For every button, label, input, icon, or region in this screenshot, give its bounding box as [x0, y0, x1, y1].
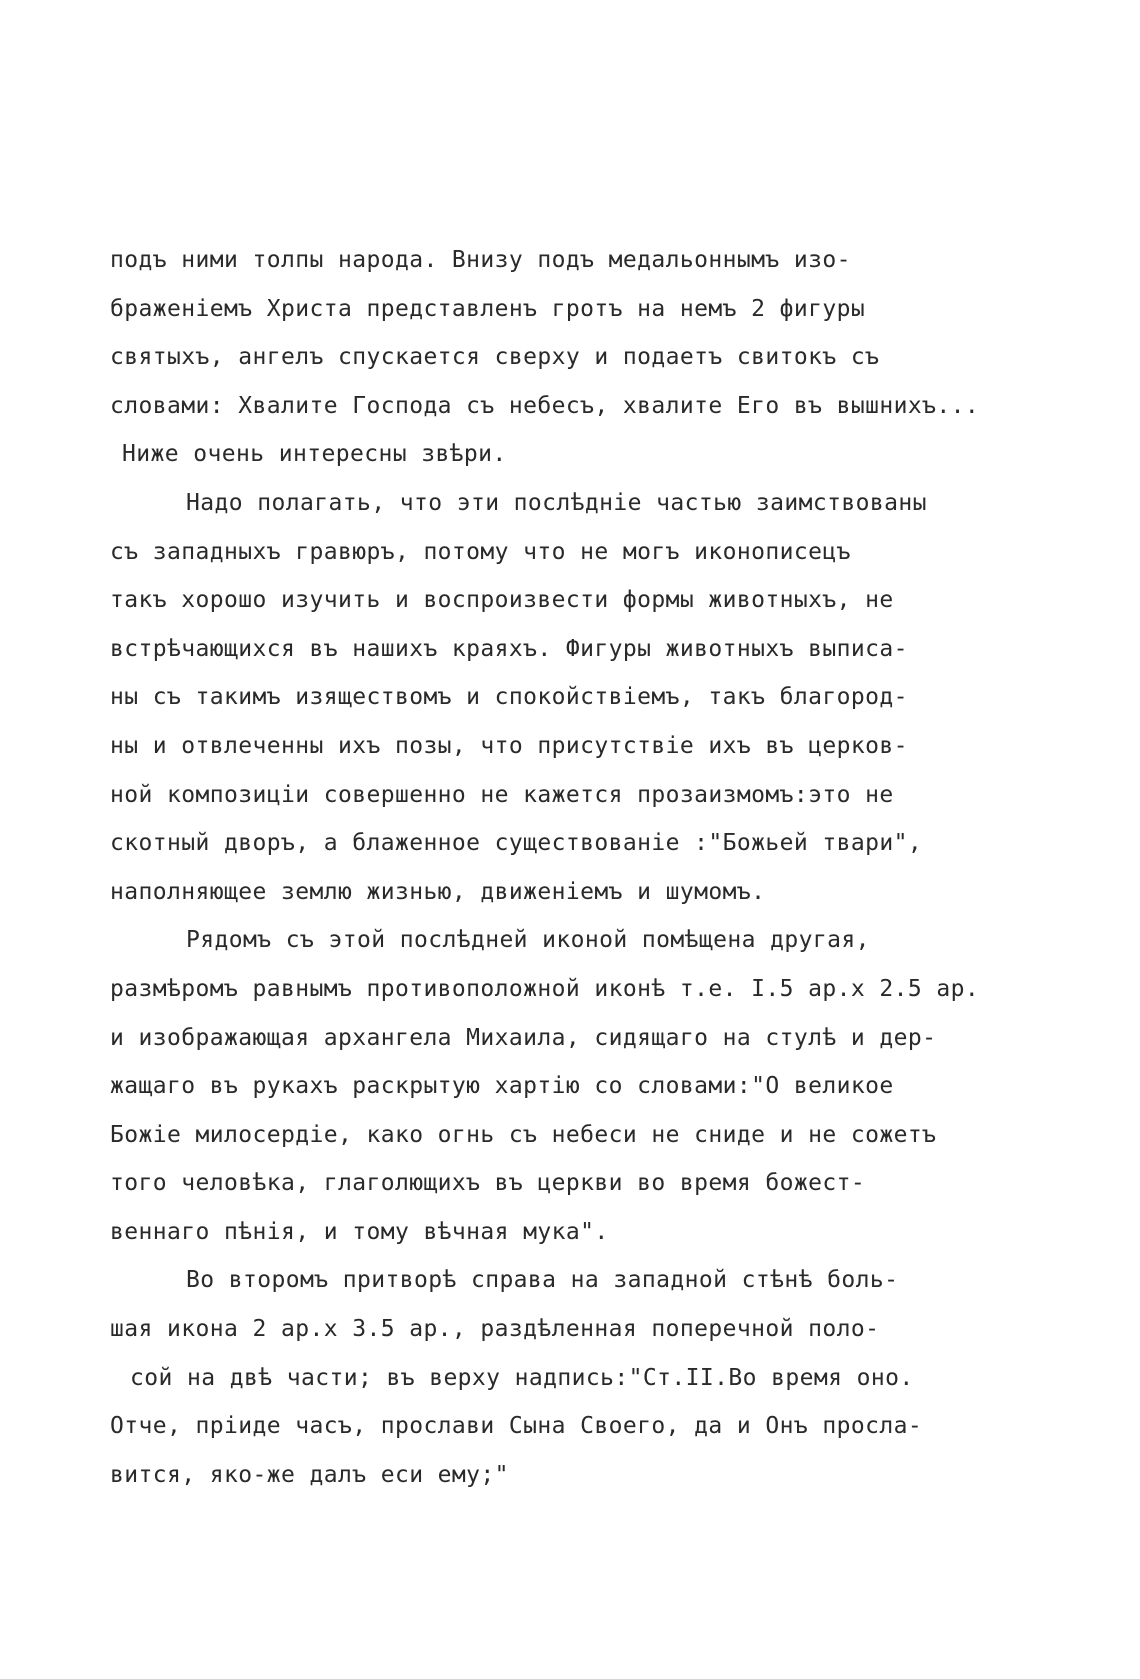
- text-line: того человѣка, глаголющихъ въ церкви во время божест-: [110, 1170, 866, 1197]
- text-line: ны съ такимъ изяществомъ и спокойствіемъ, такъ благород-: [110, 684, 908, 711]
- text-line: съ западныхъ гравюръ, потому что не могъ иконописецъ: [110, 538, 851, 565]
- text-line: веннаго пѣнія, и тому вѣчная мука".: [110, 1218, 609, 1245]
- text-line: браженіемъ Христа представленъ гротъ на немъ 2 фигуры: [110, 295, 866, 322]
- text-line: скотный дворъ, а блаженное существованіе :"Божьей твари",: [110, 830, 923, 857]
- text-line: ны и отвлеченны ихъ позы, что присутствіе ихъ въ церков-: [110, 732, 908, 759]
- text-line: встрѣчающихся въ нашихъ краяхъ. Фигуры животныхъ выписа-: [110, 635, 908, 662]
- text-line: подъ ними толпы народа. Внизу подъ медальоннымъ изо-: [110, 247, 851, 273]
- text-line: размѣромъ равнымъ противоположной иконѣ т.е. I.5 ар.х 2.5 ар.: [110, 975, 980, 1002]
- paragraph-start-line: Во второмъ притворѣ справа на западной стѣнѣ боль-: [186, 1267, 899, 1294]
- text-line: сой на двѣ части; въ верху надпись:"Ст.II.Во время оно.: [130, 1364, 914, 1391]
- text-line: ной композиціи совершенно не кажется прозаизмомъ:это не: [110, 781, 894, 808]
- text-line: наполняющее землю жизнью, движеніемъ и шумомъ.: [110, 878, 766, 905]
- text-line: Божіе милосердіе, како огнь съ небеси не сниде и не сожетъ: [110, 1121, 937, 1148]
- paragraph-start-line: Надо полагать, что эти послѣдніе частью заимствованы: [186, 489, 927, 516]
- document-body: [110, 236, 1120, 1499]
- text-line: шая икона 2 ар.х 3.5 ар., раздѣленная поперечной поло-: [110, 1316, 880, 1343]
- text-line: Ниже очень интересны звѣри.: [122, 441, 507, 468]
- text-line: святыхъ, ангелъ спускается сверху и подаетъ свитокъ съ: [110, 344, 880, 371]
- text-line: Отче, пріиде часъ, прослави Сына Своего, да и Онъ просла-: [110, 1413, 923, 1440]
- paragraph-start-line: Рядомъ съ этой послѣдней иконой помѣщена другая,: [186, 927, 870, 954]
- text-line: такъ хорошо изучить и воспроизвести формы животныхъ, не: [110, 587, 894, 614]
- text-line: словами: Хвалите Господа съ небесъ, хвалите Его въ вышнихъ...: [110, 392, 980, 419]
- text-line: и изображающая архангела Михаила, сидящаго на стулѣ и дер-: [110, 1024, 937, 1051]
- text-line: жащаго въ рукахъ раскрытую хартію со словами:"О великое: [110, 1073, 894, 1100]
- text-line: вится, яко-же далъ еси ему;": [110, 1461, 509, 1488]
